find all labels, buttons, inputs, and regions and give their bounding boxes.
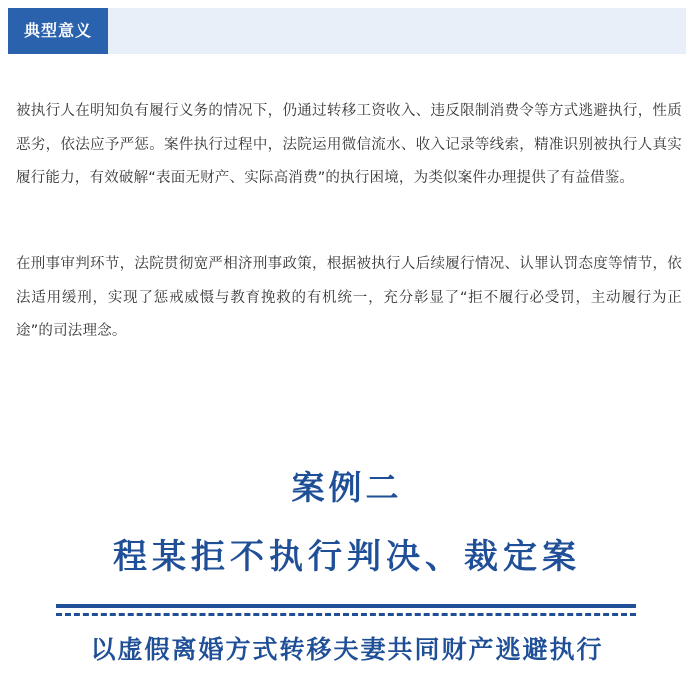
case-number-heading: 案例二 <box>291 468 403 507</box>
heading-divider-solid <box>56 604 636 608</box>
section-title-tag: 典型意义 <box>8 8 108 54</box>
heading-divider-dashed <box>56 613 636 616</box>
significance-paragraph-1: 被执行人在明知负有履行义务的情况下，仍通过转移工资收入、违反限制消费令等方式逃避执行，性质恶劣，依法应予严惩。案件执行过程中，法院运用微信流水、收入记录等线索，精准识别被执行人真实履行能力，有效破解“表面无财产、实际高消费”的执行困境，为类似案件办理提供了有益借鉴。 <box>16 103 682 186</box>
section-header-bar <box>8 8 686 54</box>
case-title-heading: 程某拒不执行判决、裁定案 <box>113 537 581 577</box>
case-subtitle: 以虚假离婚方式转移夫妻共同财产逃避执行 <box>90 635 604 664</box>
significance-paragraph-2: 在刑事审判环节，法院贯彻宽严相济刑事政策，根据被执行人后续履行情况、认罪认罚态度等情节，依法适用缓刑，实现了惩戒威慑与教育挽救的有机统一，充分彰显了“拒不履行必受罚，主动履行为正途”的司法理念。 <box>16 256 682 339</box>
